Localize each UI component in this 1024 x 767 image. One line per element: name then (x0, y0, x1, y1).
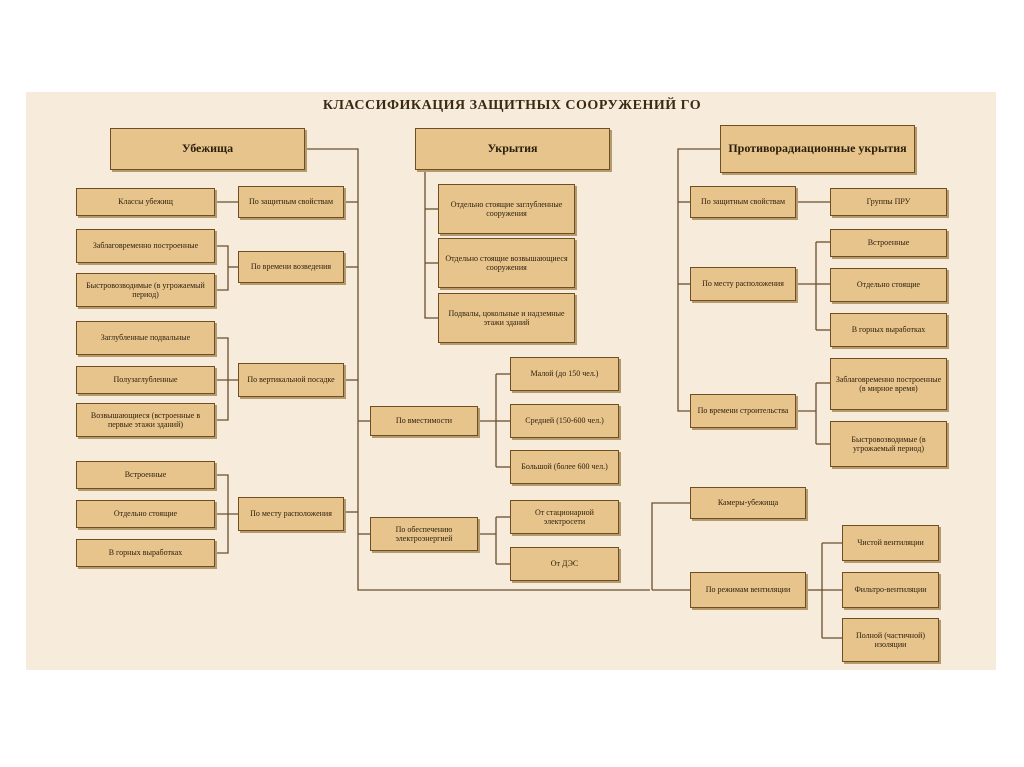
node-pru-po-zashchitnym-svoystvam: По защитным свойствам (690, 186, 796, 218)
node-otdelno-stoyashchie-vozvyshayushchiesya: Отдельно стоящие возвышающиеся сооружения (438, 238, 575, 288)
node-zablagovremenno-postroennye: Заблаговременно построенные (76, 229, 215, 263)
node-pru-zablagovremenno-postroennye: Заблаговременно построенные (в мирное время) (830, 358, 947, 410)
node-po-vertikalnoy-posadke: По вертикальной посадке (238, 363, 344, 397)
node-pru-vstroennye: Встроенные (830, 229, 947, 257)
node-po-vremeni-vozvedeniya: По времени возведения (238, 251, 344, 283)
node-poluzaglublennye: Полузаглубленные (76, 366, 215, 394)
node-pru: Противорадиационные укрытия (720, 125, 915, 173)
connector (425, 169, 438, 318)
node-maloy: Малой (до 150 чел.) (510, 357, 619, 391)
node-po-rezhimam-ventilyatsii: По режимам вентиляции (690, 572, 806, 608)
connector (215, 338, 228, 420)
node-po-mestu-raspolozheniya: По месту расположения (238, 497, 344, 531)
node-pru-v-gornykh-vyrabotkakh: В горных выработках (830, 313, 947, 347)
node-klassy-ubezhishch: Классы убежищ (76, 188, 215, 216)
node-ot-statsionarnoy-elektroseti: От стационарной электросети (510, 500, 619, 534)
node-po-zashchitnym-svoystvam: По защитным свойствам (238, 186, 344, 218)
node-po-obespecheniyu-elektroenergiey: По обеспечению электроэнергией (370, 517, 478, 551)
node-bolshoy: Большой (более 600 чел.) (510, 450, 619, 484)
node-po-vmestimosti: По вместимости (370, 406, 478, 436)
node-gruppy-pru: Группы ПРУ (830, 188, 947, 216)
node-vstroennye: Встроенные (76, 461, 215, 489)
node-pru-po-mestu-raspolozheniya: По месту расположения (690, 267, 796, 301)
node-ot-des: От ДЭС (510, 547, 619, 581)
node-v-gornykh-vyrabotkakh: В горных выработках (76, 539, 215, 567)
node-zaglublennye-podvalnye: Заглубленные подвальные (76, 321, 215, 355)
diagram-title: КЛАССИФИКАЦИЯ ЗАЩИТНЫХ СООРУЖЕНИЙ ГО (322, 98, 702, 113)
node-podvaly-tsokolnye: Подвалы, цокольные и надземные этажи зданий (438, 293, 575, 343)
node-polnoy-izolyatsii: Полной (частичной) изоляции (842, 618, 939, 662)
node-sredney: Средней (150-600 чел.) (510, 404, 619, 438)
connector (215, 246, 228, 290)
node-po-vremeni-stroitelstva: По времени строительства (690, 394, 796, 428)
node-kamery-ubezhishcha: Камеры-убежища (690, 487, 806, 519)
node-pru-otdelno-stoyashchie: Отдельно стоящие (830, 268, 947, 302)
node-ubezhishcha: Убежища (110, 128, 305, 170)
node-vozvyshayushchiesya: Возвышающиеся (встроенные в первые этажи зданий) (76, 403, 215, 437)
node-ukrytiya: Укрытия (415, 128, 610, 170)
node-pru-bystrovozvodimye: Быстровозводимые (в угрожаемый период) (830, 421, 947, 467)
node-chistoy-ventilyatsii: Чистой вентиляции (842, 525, 939, 561)
node-otdelno-stoyashchie-zaglublennye: Отдельно стоящие заглубленные сооружения (438, 184, 575, 234)
node-filtro-ventilyatsii: Фильтро-вентиляции (842, 572, 939, 608)
connector (652, 503, 690, 590)
node-otdelno-stoyashchie: Отдельно стоящие (76, 500, 215, 528)
node-bystrovozvodimye: Быстровозводимые (в угрожаемый период) (76, 273, 215, 307)
